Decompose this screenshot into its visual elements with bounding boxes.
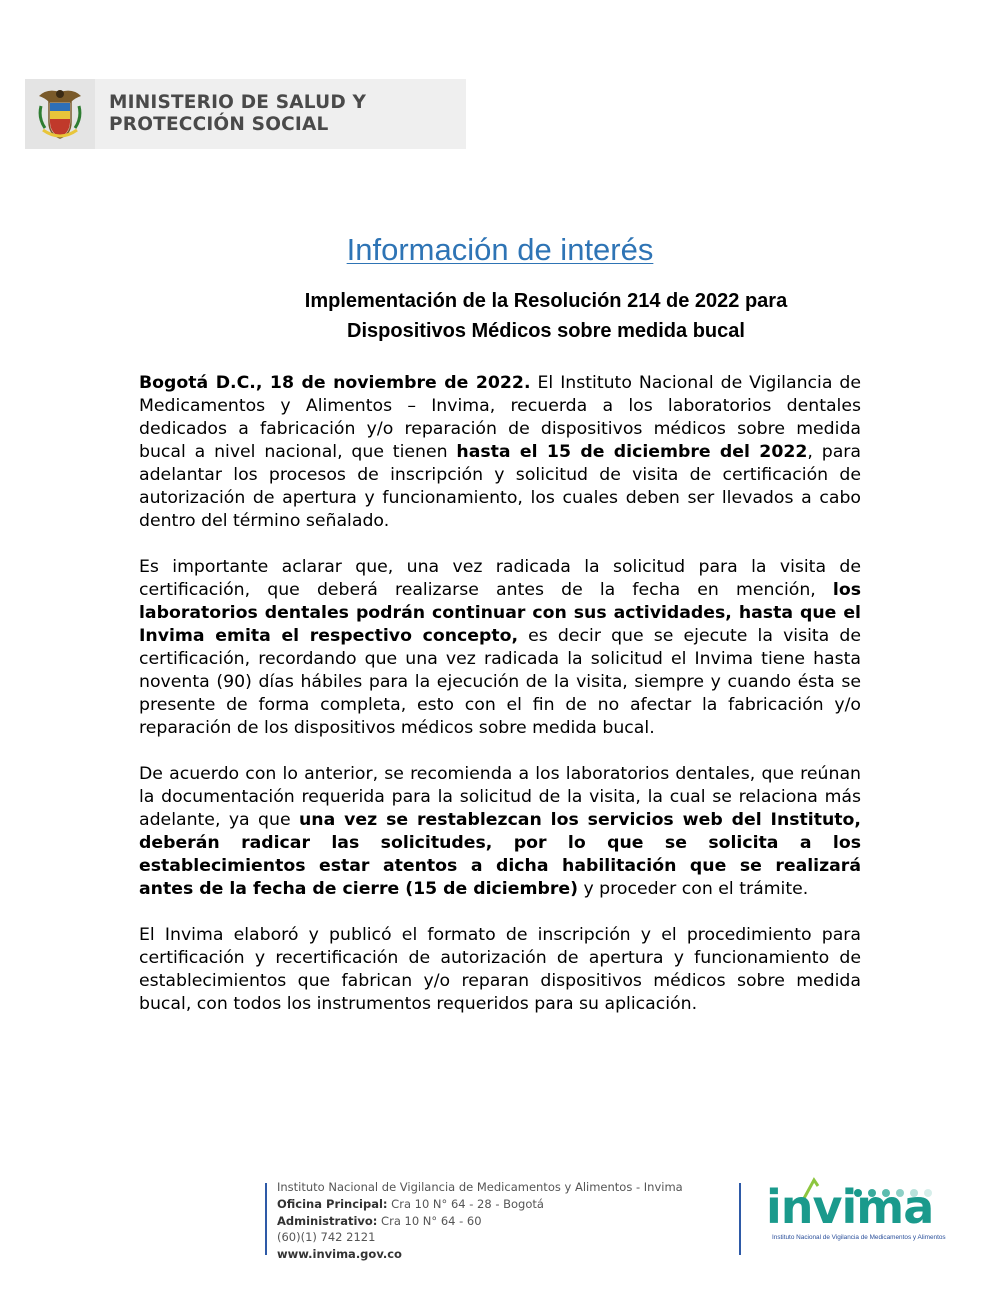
footer-main-office (277, 1196, 683, 1213)
p3-text-2: y proceder con el trámite. (577, 879, 809, 899)
p2-text-1: Es importante aclarar que, una vez radicada la solicitud para la visita de certificación, que deberá realizarse antes de la fecha en mención, (139, 557, 861, 600)
p3-bold-1: una vez se restablezcan los servicios web del Instituto, deberán radicar las solicitudes, por lo que se solicita a los establecimientos estar atentos a dicha habilitación que se realizará antes de la fecha de cierre (15 de diciembre) (139, 810, 861, 899)
footer-divider-right (739, 1183, 741, 1255)
article-body (139, 372, 861, 1039)
main-office-value: Cra 10 N° 64 - 28 - Bogotá (387, 1196, 544, 1211)
subtitle-line-1: Implementación de la Resolución 214 de 2022 para (304, 290, 788, 312)
dateline: Bogotá D.C., 18 de noviembre de 2022. (139, 373, 531, 393)
footer-admin (277, 1213, 683, 1230)
ministry-name (109, 92, 366, 136)
subtitle-line-2: Dispositivos Médicos sobre medida bucal (347, 320, 745, 342)
paragraph-2 (139, 556, 861, 740)
admin-label: Administrativo: (277, 1213, 378, 1228)
p4-text-1: El Invima elaboró y publicó el formato de inscripción y el procedimiento para certificación y recertificación de autorización de apertura y funcionamiento de establecimientos que fabrican y/o reparan dispositivos médicos sobre medida bucal, con todos los instrumentos requeridos para su aplicación. (139, 925, 861, 1014)
ministry-line-2: PROTECCIÓN SOCIAL (109, 114, 329, 135)
ministry-line-1: MINISTERIO DE SALUD Y (109, 92, 367, 113)
paragraph-3 (139, 763, 861, 901)
footer-contact (277, 1179, 683, 1263)
colombia-coat-of-arms-icon (35, 86, 85, 142)
paragraph-1 (139, 372, 861, 533)
p1-text-2: , para adelantar los procesos de inscripción y solicitud de visita de certificación de autorización de apertura y funcionamiento, los cuales deben ser llevados a cabo dentro del término señalado. (139, 442, 862, 531)
admin-value: Cra 10 N° 64 - 60 (377, 1213, 482, 1228)
footer-website-link[interactable]: www.invima.gov.co (277, 1247, 402, 1262)
invima-wordmark: invima (766, 1180, 934, 1234)
invima-tagline: Instituto Nacional de Vigilancia de Medicamentos y Alimentos (772, 1234, 946, 1241)
p3-text-1: De acuerdo con lo anterior, se recomienda a los laboratorios dentales, que reúnan la documentación requerida para la solicitud de la visita, la cual se relaciona más adelante, ya que (139, 764, 861, 830)
ministry-logo (25, 79, 466, 149)
footer-institute: Instituto Nacional de Vigilancia de Medicamentos y Alimentos - Invima (277, 1180, 683, 1194)
page-title: Información de interés (346, 232, 654, 267)
page-subtitle (230, 286, 862, 346)
p1-bold-1: hasta el 15 de diciembre del 2022 (456, 442, 808, 462)
p2-bold-1: los laboratorios dentales podrán continuar con sus actividades, hasta que el Invima emita el respectivo concepto, (139, 580, 861, 646)
footer-phone: (60)(1) 742 2121 (277, 1230, 376, 1245)
crest-box (25, 79, 95, 149)
p1-text-1: El Instituto Nacional de Vigilancia de Medicamentos y Alimentos – Invima, recuerda a los laboratorios dentales dedicados a fabricación y/o reparación de dispositivos médicos sobre medida bucal a nivel nacional, que tienen (139, 373, 861, 462)
main-office-label: Oficina Principal: (277, 1196, 388, 1211)
footer-divider-left (265, 1183, 267, 1255)
paragraph-4 (139, 924, 861, 1016)
invima-logo (766, 1176, 951, 1246)
p2-text-2: es decir que se ejecute la visita de certificación, recordando que una vez radicada la solicitud el Invima tiene hasta noventa (90) días hábiles para la ejecución de la visita, siempre y cuando ésta se presente de forma completa, esto con el fin de no afectar la fabricación y/o reparación de los dispositivos médicos sobre medida bucal. (139, 626, 861, 738)
